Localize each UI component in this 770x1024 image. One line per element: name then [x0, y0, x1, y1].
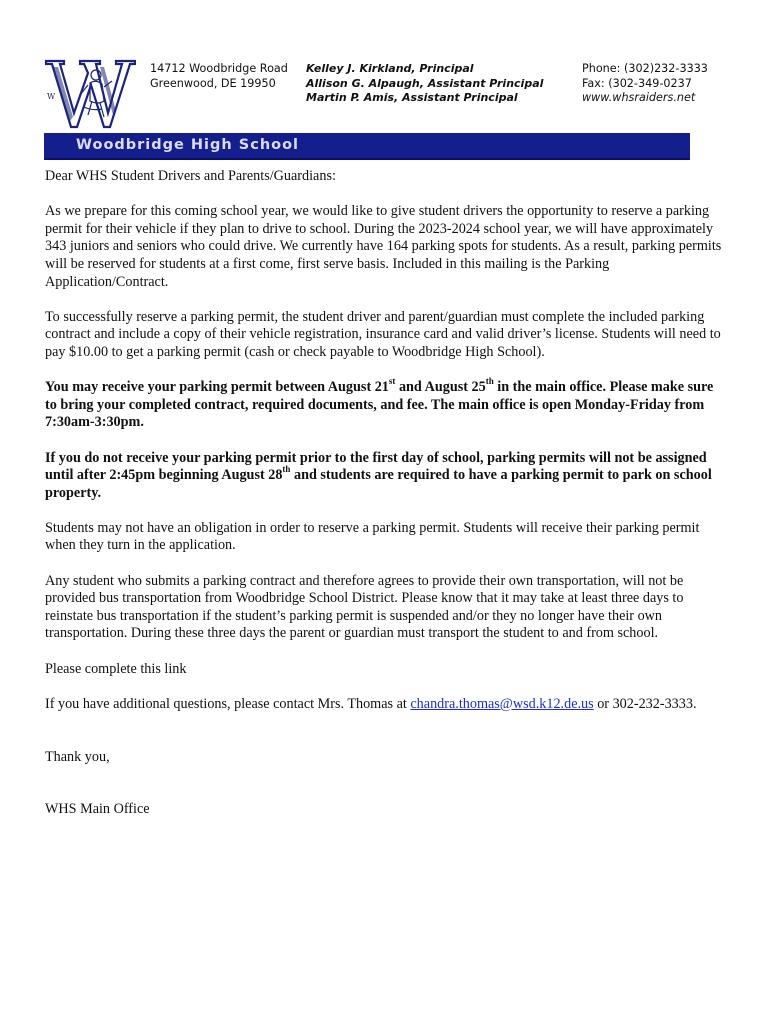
- paragraph-requirements: To successfully reserve a parking permit, the student driver and parent/guardian must complete the included parking contract and include a copy of their vehicle registration, insurance card and valid driver’s license. Students will need to pay $10.00 to get a parking permit (cash or check payable to Woodbridge High School).: [45, 308, 721, 360]
- contact-phone-text: or 302-232-3333.: [593, 695, 697, 712]
- fax-number: Fax: (302-349-0237: [582, 76, 692, 90]
- address-line-2: Greenwood, DE 19950: [150, 76, 276, 90]
- signature: WHS Main Office: [45, 801, 150, 818]
- paragraph-contact: [45, 696, 727, 714]
- ordinal-th-2: th: [282, 464, 291, 475]
- contact-text: If you have additional questions, please contact Mrs. Thomas at: [45, 695, 411, 712]
- late-text-2: and students are required to have a parking permit to park on school property.: [45, 467, 712, 501]
- phone-number: Phone: (302)232-3333: [582, 62, 708, 75]
- paragraph-link: Please complete this link: [45, 660, 187, 677]
- closing: Thank you,: [45, 748, 110, 765]
- pickup-text-1: You may receive your parking permit between August 21: [45, 379, 389, 396]
- paragraph-obligation: Students may not have an obligation in order to reserve a parking permit. Students will receive their parking permit when they turn in the application.: [45, 519, 700, 554]
- paragraph-bus-transport: Any student who submits a parking contract and therefore agrees to provide their own transportation, will not be provided bus transportation from Woodbridge School District. Please know that it may take at least three days to reinstate bus transportation if the student’s parking permit is suspended and/or they no longer have their own transportation. During these three days the parent or guardian must transport the student to and from school.: [45, 572, 684, 642]
- school-name: Woodbridge High School: [76, 137, 300, 153]
- logo-letter: W: [47, 92, 56, 101]
- paragraph-pickup-dates: [45, 376, 727, 432]
- address-line-1: 14712 Woodbridge Road: [150, 62, 288, 75]
- paragraph-late-pickup: [45, 450, 727, 503]
- salutation: Dear WHS Student Drivers and Parents/Guardians:: [45, 168, 336, 184]
- principal-name: Kelley J. Kirkland, Principal: [306, 62, 474, 75]
- assistant-principal-1: Allison G. Alpaugh, Assistant Principal: [306, 76, 544, 90]
- paragraph-intro: As we prepare for this coming school year, we would like to give student drivers the opportunity to reserve a parking permit for their vehicle if they plan to drive to school. During the 2023-2024 school year, we will have approximately 343 juniors and seniors who could drive. We currently have 164 parking spots for students. As a result, parking permits will be reserved for students at a first come, first serve basis. Included in this mailing is the Parking Application/Contract.: [45, 203, 722, 290]
- late-text-1: If you do not receive your parking permit prior to the first day of school, parking permits will not be assigned until after 2:45pm beginning August 28: [45, 449, 707, 484]
- administration-list: [306, 62, 543, 106]
- email-link[interactable]: chandra.thomas@wsd.k12.de.us: [410, 695, 594, 712]
- school-address: [150, 62, 288, 91]
- pickup-text-3: in the main office. Please make sure to bring your completed contract, required documents, and fee. The main office is open Monday-Friday from 7:30am-3:30pm.: [45, 379, 714, 431]
- school-logo: [44, 55, 136, 131]
- ordinal-st: st: [388, 376, 396, 387]
- school-name-banner: [44, 133, 690, 160]
- assistant-principal-2: Martin P. Amis, Assistant Principal: [306, 91, 518, 104]
- letter-body: [45, 168, 727, 819]
- ordinal-th: th: [485, 376, 494, 387]
- contact-info: [582, 62, 708, 106]
- pickup-text-2: and August 25: [395, 379, 486, 396]
- website-link[interactable]: www.whsraiders.net: [582, 91, 696, 104]
- letterhead: [44, 55, 734, 130]
